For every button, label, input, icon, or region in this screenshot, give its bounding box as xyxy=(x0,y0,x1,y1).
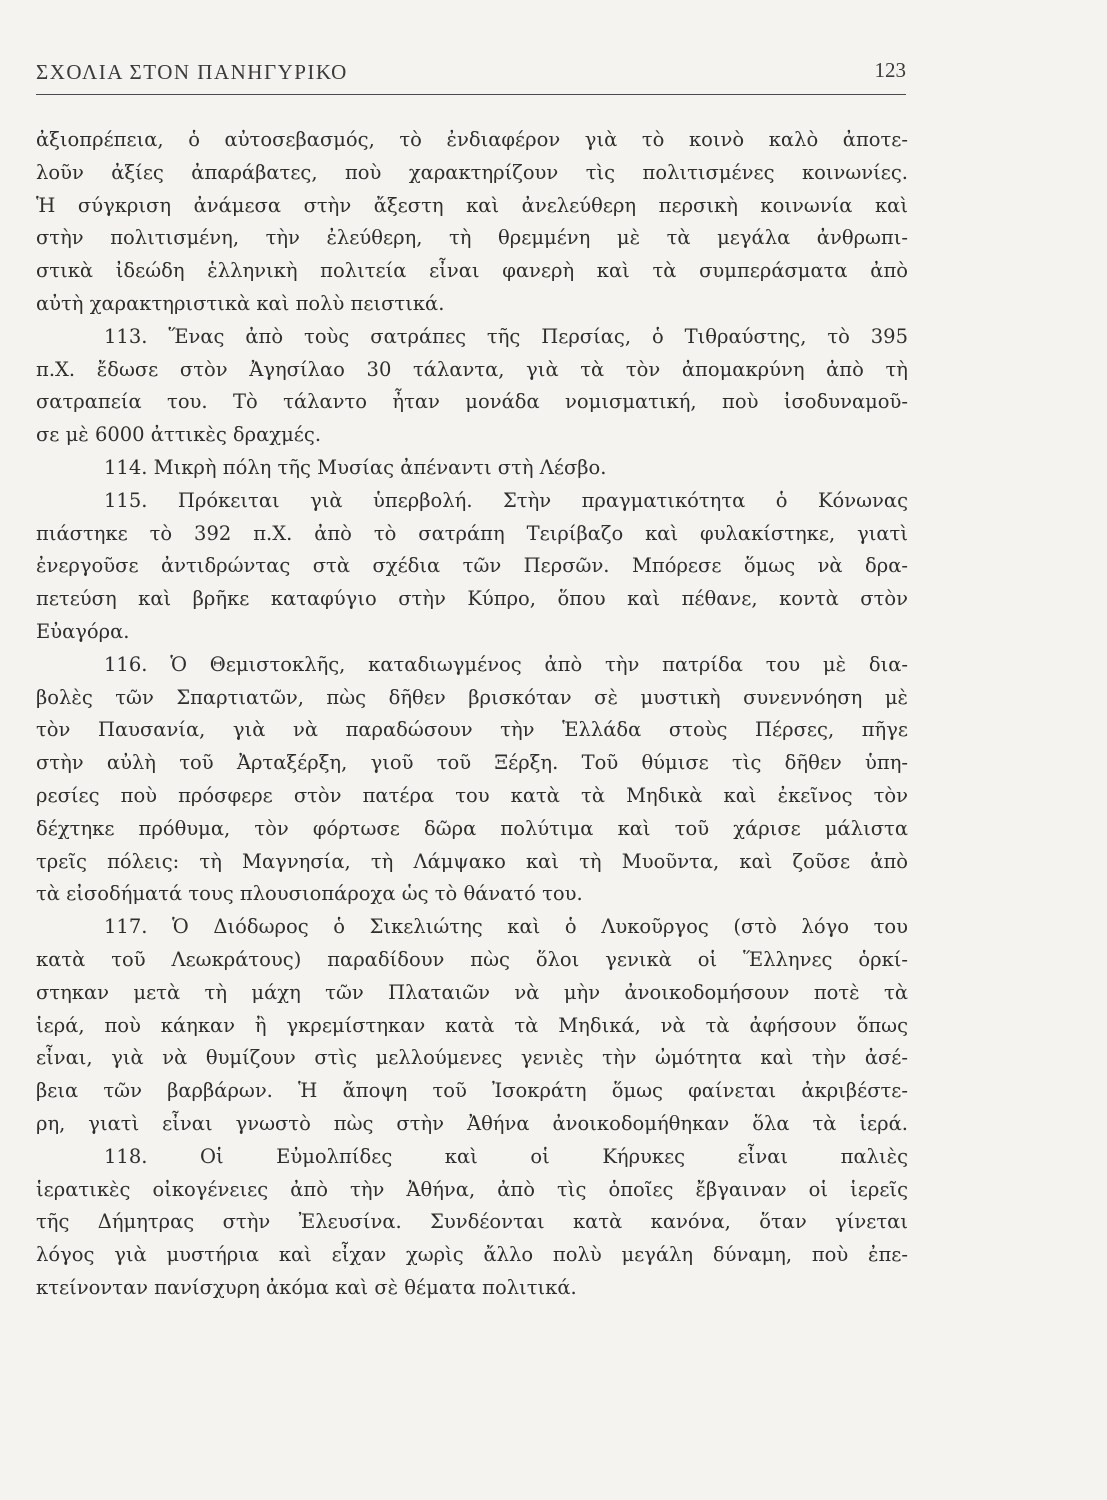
text-line: βολὲς τῶν Σπαρτιατῶν, πὼς δῆθεν βρισκόταν σὲ μυστικὴ συνεννόηση μὲ xyxy=(36,685,908,709)
text-line: τρεῖς πόλεις: τὴ Μαγνησία, τὴ Λάμψακο καὶ τὴ Μυοῦντα, καὶ ζοῦσε ἀπὸ xyxy=(36,849,908,873)
note-118-start: 118. Οἱ Εὐμολπίδες καὶ οἱ Κήρυκες εἶναι παλιὲς xyxy=(104,1144,908,1168)
text-line: τὸν Παυσανία, γιὰ νὰ παραδώσουν τὴν Ἑλλάδα στοὺς Πέρσες, πῆγε xyxy=(36,718,908,742)
text-line: στικὰ ἰδεώδη ἑλληνικὴ πολιτεία εἶναι φανερὴ καὶ τὰ συμπεράσματα ἀπὸ xyxy=(36,259,908,283)
text-line: λοῦν ἀξίες ἀπαράβατες, ποὺ χαρακτηρίζουν τὶς πολιτισμένες κοινωνίες. xyxy=(36,160,908,184)
text-line: ρεσίες ποὺ πρόσφερε στὸν πατέρα του κατὰ τὰ Μηδικὰ καὶ ἐκεῖνος τὸν xyxy=(36,783,908,807)
note-115-start: 115. Πρόκειται γιὰ ὑπερβολή. Στὴν πραγματικότητα ὁ Κόνωνας xyxy=(104,488,908,512)
text-line: ἐνεργοῦσε ἀντιδρώντας στὰ σχέδια τῶν Περσῶν. Μπόρεσε ὅμως νὰ δρα- xyxy=(36,554,908,578)
text-line: ἱερά, ποὺ κάηκαν ἢ γκρεμίστηκαν κατὰ τὰ Μηδικά, νὰ τὰ ἀφήσουν ὅπως xyxy=(36,1013,908,1037)
body-text xyxy=(36,124,908,1305)
text-line: στηκαν μετὰ τὴ μάχη τῶν Πλαταιῶν νὰ μὴν ἀνοικοδομήσουν ποτὲ τὰ xyxy=(36,980,908,1004)
running-head-title: ΣΧΟΛΙΑ ΣΤΟΝ ΠΑΝΗΓΥΡΙΚΟ xyxy=(36,60,348,84)
note-114: 114. Μικρὴ πόλη τῆς Μυσίας ἀπέναντι στὴ Λέσβο. xyxy=(104,455,607,479)
text-line: κτείνονταν πανίσχυρη ἀκόμα καὶ σὲ θέματα πολιτικά. xyxy=(36,1275,577,1299)
text-line: στὴν πολιτισμένη, τὴν ἐλεύθερη, τὴ θρεμμένη μὲ τὰ μεγάλα ἀνθρωπι- xyxy=(36,226,908,250)
text-line: πιάστηκε τὸ 392 π.Χ. ἀπὸ τὸ σατράπη Τειρίβαζο καὶ φυλακίστηκε, γιατὶ xyxy=(36,521,908,545)
text-line: τὰ εἰσοδήματά τους πλουσιοπάροχα ὡς τὸ θάνατό του. xyxy=(36,882,583,906)
running-head xyxy=(36,58,906,95)
text-line: πετεύση καὶ βρῆκε καταφύγιο στὴν Κύπρο, ὅπου καὶ πέθανε, κοντὰ στὸν xyxy=(36,587,908,611)
text-line: σε μὲ 6000 ἀττικὲς δραχμές. xyxy=(36,423,322,447)
text-line: ἱερατικὲς οἰκογένειες ἀπὸ τὴν Ἀθήνα, ἀπὸ τὶς ὁποῖες ἔβγαιναν οἱ ἱερεῖς xyxy=(36,1177,908,1201)
text-line: τῆς Δήμητρας στὴν Ἐλευσίνα. Συνδέονται κατὰ κανόνα, ὅταν γίνεται xyxy=(36,1210,908,1234)
text-line: π.Χ. ἔδωσε στὸν Ἀγησίλαο 30 τάλαντα, γιὰ τὰ τὸν ἀπομακρύνη ἀπὸ τὴ xyxy=(36,357,908,381)
text-line: Ἡ σύγκριση ἀνάμεσα στὴν ἄξεστη καὶ ἀνελεύθερη περσικὴ κοινωνία καὶ xyxy=(36,193,908,217)
text-line: εἶναι, γιὰ νὰ θυμίζουν στὶς μελλούμενες γενιὲς τὴν ὠμότητα καὶ τὴν ἀσέ- xyxy=(36,1046,908,1070)
text-line: βεια τῶν βαρβάρων. Ἡ ἄποψη τοῦ Ἰσοκράτη ὅμως φαίνεται ἀκριβέστε- xyxy=(36,1079,908,1103)
text-line: αὐτὴ χαρακτηριστικὰ καὶ πολὺ πειστικά. xyxy=(36,291,445,315)
text-line: στὴν αὐλὴ τοῦ Ἀρταξέρξη, γιοῦ τοῦ Ξέρξη. Τοῦ θύμισε τὶς δῆθεν ὑπη- xyxy=(36,751,908,775)
text-line: σατραπεία του. Τὸ τάλαντο ἦταν μονάδα νομισματική, ποὺ ἰσοδυναμοῦ- xyxy=(36,390,908,414)
text-line: κατὰ τοῦ Λεωκράτους) παραδίδουν πὼς ὅλοι γενικὰ οἱ Ἕλληνες ὁρκί- xyxy=(36,947,908,971)
text-line: ἀξιοπρέπεια, ὁ αὐτοσεβασμός, τὸ ἐνδιαφέρον γιὰ τὸ κοινὸ καλὸ ἀποτε- xyxy=(36,128,908,151)
text-line: λόγος γιὰ μυστήρια καὶ εἶχαν χωρὶς ἄλλο πολὺ μεγάλη δύναμη, ποὺ ἐπε- xyxy=(36,1243,908,1267)
text-line: δέχτηκε πρόθυμα, τὸν φόρτωσε δῶρα πολύτιμα καὶ τοῦ χάρισε μάλιστα xyxy=(36,816,908,840)
text-line: Εὐαγόρα. xyxy=(36,619,130,643)
note-116-start: 116. Ὁ Θεμιστοκλῆς, καταδιωγμένος ἀπὸ τὴν πατρίδα του μὲ δια- xyxy=(104,652,908,676)
page-number: 123 xyxy=(874,58,906,82)
text-line: ρη, γιατὶ εἶναι γνωστὸ πὼς στὴν Ἀθήνα ἀνοικοδομήθηκαν ὅλα τὰ ἱερά. xyxy=(36,1111,908,1135)
note-113-start: 113. Ἕνας ἀπὸ τοὺς σατράπες τῆς Περσίας, ὁ Τιθραύστης, τὸ 395 xyxy=(104,324,908,348)
note-117-start: 117. Ὁ Διόδωρος ὁ Σικελιώτης καὶ ὁ Λυκοῦργος (στὸ λόγο του xyxy=(104,915,908,939)
